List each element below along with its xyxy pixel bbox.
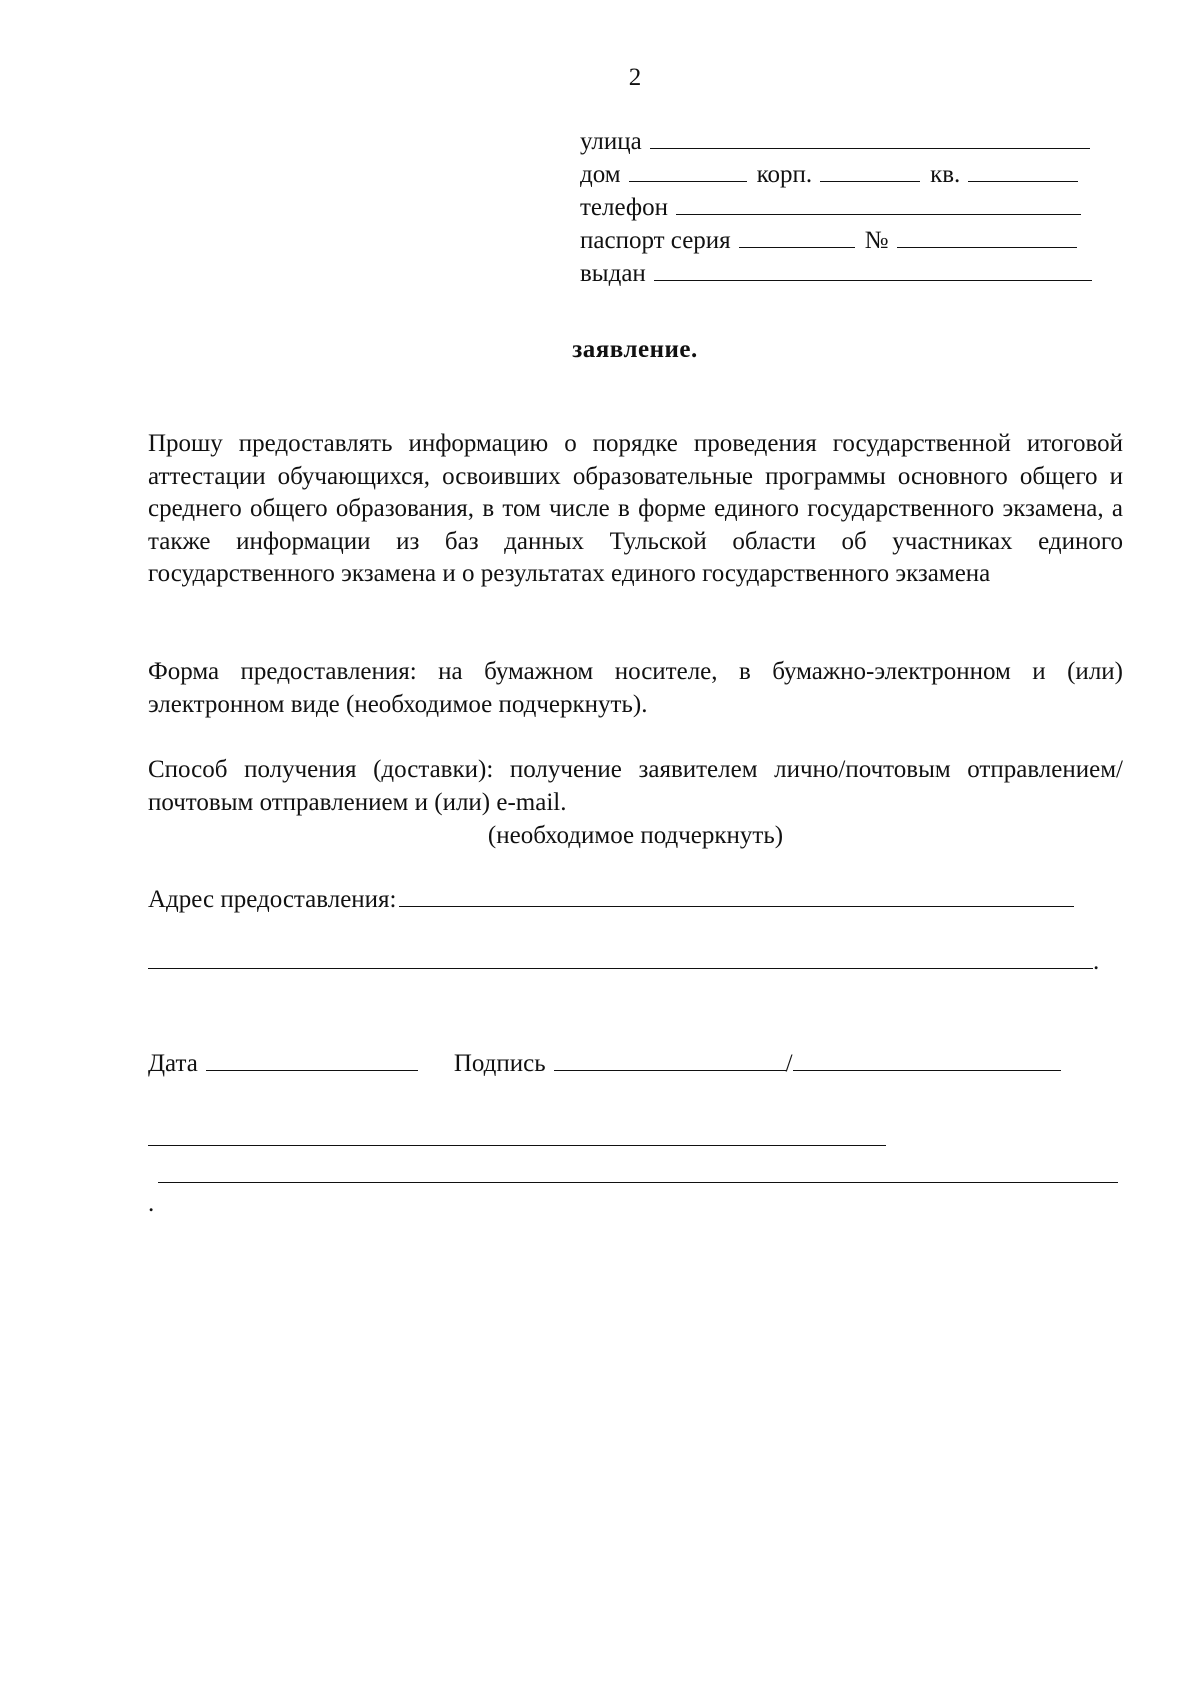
house-row [580, 159, 1100, 192]
passport-series-field[interactable] [739, 225, 855, 248]
street-label: улица [580, 128, 642, 155]
date-signature-row [148, 1048, 1061, 1078]
signature-name-field[interactable] [793, 1048, 1061, 1071]
street-row [580, 126, 1100, 159]
passport-number-label: № [864, 227, 889, 254]
method-note: (необходимое подчеркнуть) [487, 822, 784, 849]
phone-row [580, 192, 1100, 225]
issued-row [580, 258, 1100, 291]
apartment-field[interactable] [968, 159, 1078, 182]
final-dot: . [148, 1190, 155, 1217]
address-field-2[interactable] [148, 946, 1093, 969]
building-field[interactable] [820, 159, 920, 182]
address-row [148, 884, 1074, 914]
house-field[interactable] [629, 159, 747, 182]
street-field[interactable] [650, 126, 1090, 149]
document-title: заявление. [572, 336, 698, 363]
form-paragraph: Форма предоставления: на бумажном носителе, в бумажно-электронном и (или) электронном виде (необходимое подчеркнуть). [148, 658, 1123, 718]
issued-label: выдан [580, 260, 646, 287]
apartment-label: кв. [930, 161, 961, 188]
signature-separator: / [785, 1050, 793, 1077]
address-label: Адрес предоставления: [148, 886, 397, 913]
phone-label: телефон [580, 194, 668, 221]
date-label: Дата [148, 1050, 198, 1077]
page-number: 2 [628, 64, 642, 91]
signature-field[interactable] [554, 1048, 786, 1071]
issued-field[interactable] [654, 258, 1092, 281]
building-label: корп. [756, 161, 813, 188]
applicant-info-block [580, 126, 1100, 291]
address-end-dot: . [1093, 948, 1100, 975]
house-label: дом [580, 161, 621, 188]
passport-row [580, 225, 1100, 258]
date-field[interactable] [206, 1048, 418, 1071]
signature-label: Подпись [453, 1050, 546, 1077]
passport-series-label: паспорт серия [580, 227, 731, 254]
address-field[interactable] [399, 884, 1074, 907]
passport-number-field[interactable] [897, 225, 1077, 248]
address-row-2 [148, 946, 1099, 976]
method-paragraph: Способ получения (доставки): получение заявителем лично/почтовым отправлением/почтовым отправлением и (или) e-mail. [148, 756, 1123, 816]
request-paragraph: Прошу предоставлять информацию о порядке проведения государственной итоговой аттестации обучающихся, освоивших образовательные программы основного общего и среднего общего образования, в том числе в форме единого государственного экзамена, а также информации из баз данных Тульской области об участниках единого государственного экзамена и о результатах единого государственного экзамена [148, 430, 1123, 587]
extra-line-2[interactable] [158, 1182, 1118, 1183]
phone-field[interactable] [676, 192, 1081, 215]
extra-line-1[interactable] [148, 1145, 886, 1146]
